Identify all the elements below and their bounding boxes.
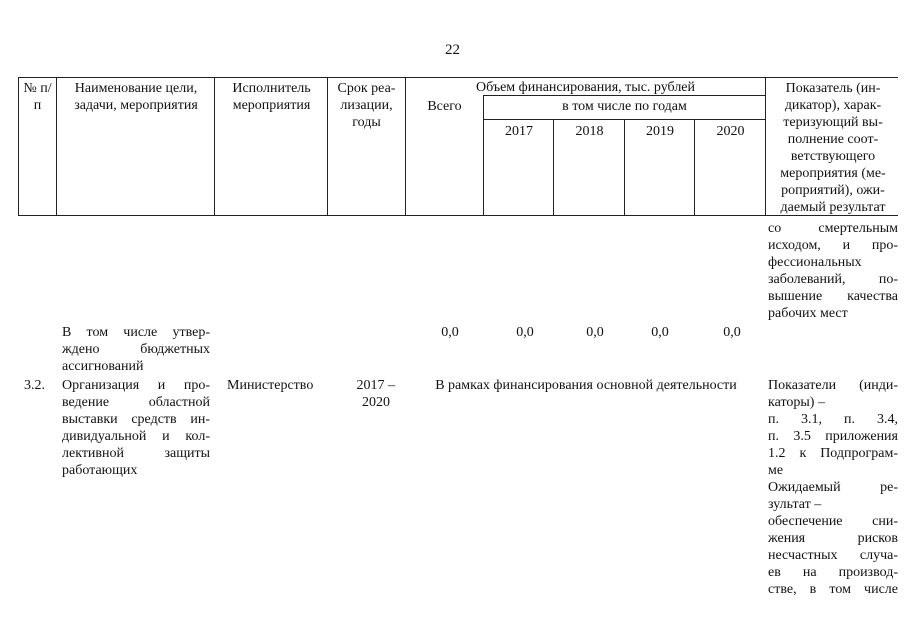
col-border-2: [214, 77, 215, 216]
header-col-name: Наименование цели, задачи, мероприятия: [74, 81, 198, 113]
text-line: дивидуальной и кол-: [62, 429, 210, 444]
text-line: ассигнований: [62, 359, 144, 374]
approved-2018: 0,0: [586, 325, 604, 340]
text-line: ждено бюджетных: [62, 342, 210, 357]
text-line: вышение качества: [768, 289, 898, 304]
col-border-4: [405, 77, 406, 216]
text-line: выставки средств ин-: [62, 412, 210, 427]
row-32-funding-note: В рамках финансирования основной деятельности: [435, 378, 737, 393]
row-32-term: [330, 377, 405, 411]
row-32-executor: Министерство: [227, 378, 314, 393]
text-line: п. 3.5 приложения: [768, 429, 898, 444]
text-line: работающих: [62, 463, 138, 478]
text-line: ведение областной: [62, 395, 210, 410]
text-line: 1.2 к Подпрограм-: [768, 446, 898, 461]
header-bottom-border: [18, 215, 898, 216]
text-line: со смертельным: [768, 221, 898, 236]
text-line: исходом, и про-: [768, 238, 898, 253]
col-border-7: [624, 119, 625, 216]
text-line: обеспечение сни-: [768, 514, 898, 529]
text-line: Показатели (инди-: [768, 378, 898, 393]
col-border-8: [694, 119, 695, 216]
header-year-2020: 2020: [716, 124, 745, 139]
header-col-executor: Исполнитель мероприятия: [232, 81, 311, 113]
continued-indicator-text: [768, 220, 898, 322]
approved-total: 0,0: [441, 325, 459, 340]
text-line: рабочих мест: [768, 306, 848, 321]
header-top-border: [18, 77, 898, 78]
text-line: каторы) –: [768, 395, 825, 410]
row-number: 3.2.: [24, 378, 45, 393]
header-year-2017: 2017: [505, 124, 533, 139]
approved-2019: 0,0: [651, 325, 669, 340]
text-line: 2020: [362, 395, 390, 410]
text-line: п. 3.1, п. 3.4,: [768, 412, 898, 427]
approved-2017: 0,0: [516, 325, 534, 340]
text-line: ев на производ-: [768, 565, 898, 580]
header-col-by-years: в том числе по годам: [562, 99, 687, 114]
col-border-1: [56, 77, 57, 216]
text-line: фессиональных: [768, 255, 862, 270]
text-line: несчастных случа-: [768, 548, 898, 563]
text-line: заболеваний, по-: [768, 272, 898, 287]
text-line: Организация и про-: [62, 378, 210, 393]
header-col-total: Всего: [427, 99, 462, 114]
header-year-2019: 2019: [646, 124, 674, 139]
text-line: Ожидаемый ре-: [768, 480, 898, 495]
col-border-6: [553, 119, 554, 216]
text-line: ме: [768, 463, 784, 478]
text-line: лективной защиты: [62, 446, 210, 461]
text-line: стве, в том числе: [768, 582, 898, 597]
text-line: зультат –: [768, 497, 822, 512]
row-32-name: [62, 377, 210, 479]
col-border-3: [327, 77, 328, 216]
col-border-9: [765, 77, 766, 216]
text-line: 2017 –: [356, 378, 395, 393]
header-col-indicator: Показатель (ин-дикатор), харак-теризующий вы-полнение соот-ветствующего мероприятия (ме-роприятий), ожи-даемый результат: [780, 81, 886, 215]
page-number: 22: [445, 42, 460, 58]
header-year-2018: 2018: [575, 124, 604, 139]
approved-allocations-label: [62, 324, 210, 375]
text-line: В том числе утвер-: [62, 325, 210, 340]
text-line: жения рисков: [768, 531, 898, 546]
row-32-indicator: [768, 377, 898, 598]
approved-2020: 0,0: [723, 325, 741, 340]
col-border-0: [18, 77, 19, 216]
header-col-term: Срок реа-лизации, годы: [337, 81, 396, 130]
header-col-funding: Объем финансирования, тыс. рублей: [475, 80, 696, 95]
col-border-5: [483, 95, 484, 216]
header-col-number: № п/п: [23, 81, 52, 113]
